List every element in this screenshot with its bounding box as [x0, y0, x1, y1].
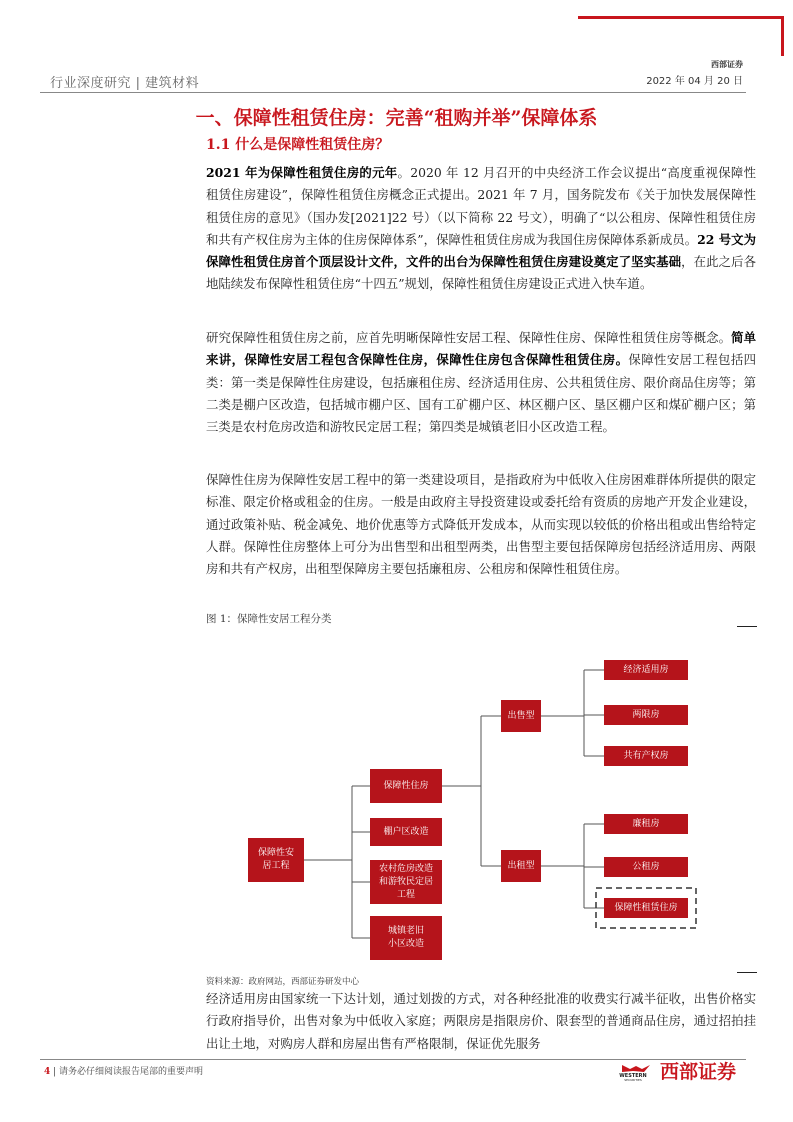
header-rule [40, 92, 746, 93]
logo-en-top: WESTERN [619, 1073, 647, 1079]
figure-bottom-rule [737, 972, 757, 973]
node-housing: 保障性住房 [370, 769, 442, 803]
node-root: 保障性安居工程 [248, 838, 304, 882]
header-corner-line [578, 16, 784, 19]
p2-text-2: 保障性安居工程包括四类：第一类是保障性住房建设，包括廉租住房、经济适用住房、公共租赁住房、限价商品住房等；第二类是棚户区改造，包括城市棚户区、国有工矿棚户区、林区棚户区、垦区棚户区和煤矿棚户区；第三类是农村危房改造和游牧民定居工程；第四类是城镇老旧小区改造工程。 [206, 352, 757, 435]
chart-connectors [206, 632, 756, 972]
paragraph-1 [206, 162, 756, 296]
western-securities-logo-icon [608, 1063, 658, 1081]
node-affordable: 经济适用房 [604, 660, 688, 680]
p1-bold-2: 22 号文为保障性租赁住房首个顶层设计文件，文件的出台为保障性租赁住房建设奠定了坚实基础 [206, 231, 756, 270]
node-sale-type: 出售型 [501, 700, 541, 732]
node-public-rental: 公租房 [604, 857, 688, 877]
footer-notice-text: 请务必仔细阅读报告尾部的重要声明 [59, 1067, 204, 1077]
node-oldtown: 城镇老旧小区改造 [370, 916, 442, 960]
node-guaranteed-rental: 保障性租赁住房 [604, 898, 688, 918]
node-shared-ownership: 共有产权房 [604, 746, 688, 766]
p2-text-1: 研究保障性租赁住房之前，应首先明晰保障性安居工程、保障性住房、保障性租赁住房等概念。 [206, 330, 732, 345]
section-title: 一、保障性租赁住房：完善“租购并举”保障体系 [195, 107, 598, 129]
p1-bold-1: 2021 年为保障性租赁住房的元年 [206, 165, 398, 180]
classification-chart [206, 632, 756, 972]
p1-text-2: ，在此之后各地陆续发布保障性租赁住房“十四五”规划，保障性租赁住房建设正式进入快车道。 [206, 254, 757, 292]
p1-text-1: 。2020 年 12 月召开的中央经济工作会议提出“高度重视保障性租赁住房建设”，保障性租赁住房概念正式提出。2021 年 7 月，国务院发布《关于加快发展保障性租赁住房的意见》（国办发[2021]22 号）（以下简称 22 号文），明确了“以公租房、保障性租赁住房和共有产权住房为主体的住房保障体系”，保障性租赁住房成为我国住房保障体系新成员。 [206, 165, 756, 247]
subsection-title: 1.1 什么是保障性租赁住房？ [206, 137, 390, 153]
node-shanty: 棚户区改造 [370, 818, 442, 846]
logo-en-bottom: SECURITIES [624, 1078, 642, 1081]
header-corner-line-vertical [781, 16, 784, 56]
paragraph-3: 保障性住房为保障性安居工程中的第一类建设项目，是指政府为中低收入住房困难群体所提供的限定标准、限定价格或租金的住房。一般是由政府主导投资建设或委托给有资质的房地产开发企业建设，通过政策补贴、税金减免、地价优惠等方式降低开发成本，从而实现以较低的价格出租或出售给特定人群。保障性住房整体上可分为出售型和出租型两类，出售型主要包括保障房包括经济适用房、两限房和共有产权房，出租型保障房主要包括廉租房、公租房和保障性租赁住房。 [206, 472, 756, 577]
node-rural: 农村危房改造和游牧民定居工程 [370, 860, 442, 904]
node-rent-type: 出租型 [501, 850, 541, 882]
figure-source: 资料来源：政府网站，西部证券研发中心 [206, 977, 360, 987]
paragraph-2 [206, 327, 756, 438]
header-broker: 西部证券 [711, 59, 743, 69]
node-lowrent: 廉租房 [604, 814, 688, 834]
footer-notice [44, 1064, 203, 1077]
footer-logo-text: 西部证券 [660, 1061, 737, 1083]
report-date: 2022 年 04 月 20 日 [646, 76, 743, 87]
page-number: 4 [44, 1067, 51, 1077]
figure-top-rule [737, 626, 757, 627]
footer-rule [40, 1059, 746, 1060]
figure-caption: 图 1：保障性安居工程分类 [206, 613, 332, 625]
p2-bold-1: 简单来讲，保障性安居工程包含保障性住房，保障性住房包含保障性租赁住房。 [206, 330, 757, 368]
report-type: 行业深度研究 | 建筑材料 [50, 76, 200, 91]
paragraph-4: 经济适用房由国家统一下达计划，通过划拨的方式，对各种经批准的收费实行减半征收，出售价格实行政府指导价，出售对象为中低收入家庭；两限房是指限房价、限套型的普通商品住房，通过招拍挂出让土地，对购房人群和房屋出售有严格限制，保证优先服务 [206, 991, 756, 1051]
node-twolimit: 两限房 [604, 705, 688, 725]
footer-separator: | [53, 1067, 60, 1077]
